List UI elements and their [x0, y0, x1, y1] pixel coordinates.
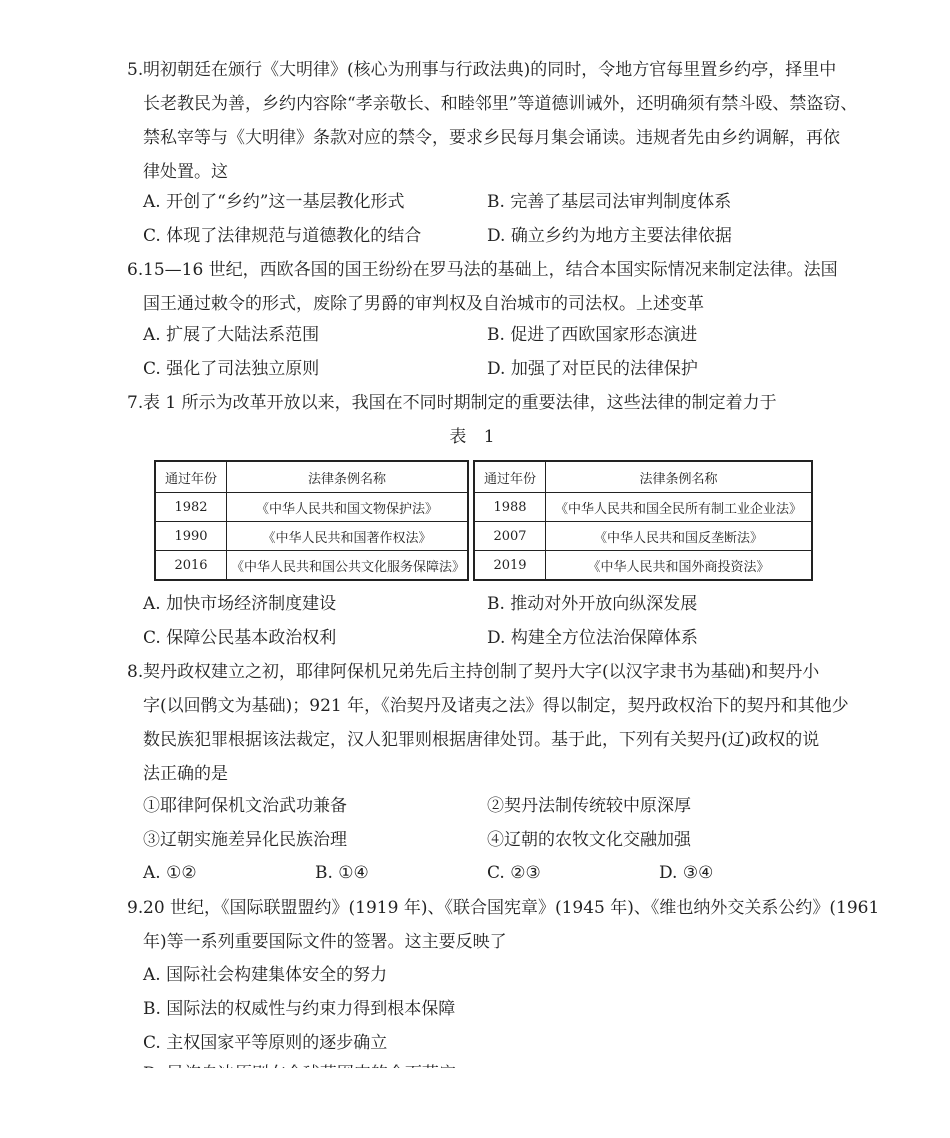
option-a: A. 扩展了大陆法系范围: [143, 325, 320, 345]
question-text-line: 律处置。这: [143, 162, 228, 182]
option-d: D. 加强了对臣民的法律保护: [487, 359, 698, 379]
option-a: A. 国际社会构建集体安全的努力: [143, 965, 388, 985]
column-header-year: 通过年份: [474, 461, 546, 493]
question-number: 7.: [127, 393, 144, 413]
option-d: D. 确立乡约为地方主要法律依据: [487, 226, 732, 246]
statement-3: ③辽朝实施差异化民族治理: [143, 830, 347, 850]
column-header-name: 法律条例名称: [546, 461, 813, 493]
question-text-line: 明初朝廷在颁行《大明律》(核心为刑事与行政法典)的同时，令地方官每里置乡约亭，择里中: [143, 60, 837, 80]
table-row: [155, 551, 468, 581]
option-c: C. ②③: [487, 863, 541, 883]
question-text-line: 法正确的是: [143, 764, 228, 784]
option-d: D. 构建全方位法治保障体系: [487, 628, 698, 648]
question-text-line: 长老教民为善，乡约内容除“孝亲敬长、和睦邻里”等道德训诫外，还明确须有禁斗殴、禁盗窃、: [143, 94, 858, 114]
question-text-line: 15—16 世纪，西欧各国的国王纷纷在罗马法的基础上，结合本国实际情况来制定法律。法国: [143, 260, 838, 280]
table-row: [474, 493, 812, 522]
statement-2: ②契丹法制传统较中原深厚: [487, 796, 691, 816]
option-c: C. 强化了司法独立原则: [143, 359, 320, 379]
question-number: 9.: [127, 898, 144, 918]
question-number: 6.: [127, 260, 144, 280]
table-cell-name: 《中华人民共和国反垄断法》: [546, 522, 813, 551]
option-a: A. 加快市场经济制度建设: [143, 594, 337, 614]
table-header-row: [155, 461, 468, 493]
option-c: C. 主权国家平等原则的逐步确立: [143, 1033, 388, 1053]
table-cell-year: 1990: [155, 522, 227, 551]
table-cell-year: 2019: [474, 551, 546, 581]
table-cell-year: 2016: [155, 551, 227, 581]
question-number: 8.: [127, 662, 144, 682]
question-number: 5.: [127, 60, 144, 80]
table-header-row: [474, 461, 812, 493]
question-text-line: 表 1 所示为改革开放以来，我国在不同时期制定的重要法律，这些法律的制定着力于: [143, 393, 777, 413]
question-text-line: 20 世纪，《国际联盟盟约》(1919 年)、《联合国宪章》(1945 年)、《维也纳外交关系公约》(1961: [143, 898, 880, 918]
question-text-line: 契丹政权建立之初，耶律阿保机兄弟先后主持创制了契丹大字(以汉字隶书为基础)和契丹小: [143, 662, 820, 682]
table-row: [155, 522, 468, 551]
statement-4: ④辽朝的农牧文化交融加强: [487, 830, 691, 850]
table-cell-name: 《中华人民共和国文物保护法》: [227, 493, 469, 522]
law-table-right: [473, 460, 813, 581]
column-header-name: 法律条例名称: [227, 461, 469, 493]
option-b: B. 国际法的权威性与约束力得到根本保障: [143, 999, 456, 1019]
option-b: B. 推动对外开放向纵深发展: [487, 594, 698, 614]
option-a: A. ①②: [143, 863, 197, 883]
option-c: C. 体现了法律规范与道德教化的结合: [143, 226, 422, 246]
page-cutoff: [0, 1068, 950, 1138]
option-d: D. ③④: [659, 863, 714, 883]
option-b: B. 完善了基层司法审判制度体系: [487, 192, 732, 212]
table-cell-name: 《中华人民共和国著作权法》: [227, 522, 469, 551]
table-row: [474, 551, 812, 581]
table-cell-year: 1988: [474, 493, 546, 522]
statement-1: ①耶律阿保机文治武功兼备: [143, 796, 347, 816]
question-text-line: 禁私宰等与《大明律》条款对应的禁令，要求乡民每月集会诵读。违规者先由乡约调解，再依: [143, 128, 840, 148]
question-text-line: 年)等一系列重要国际文件的签署。这主要反映了: [143, 932, 507, 952]
table-cell-year: 2007: [474, 522, 546, 551]
option-b: B. ①④: [315, 863, 369, 883]
table-cell-name: 《中华人民共和国外商投资法》: [546, 551, 813, 581]
table-cell-year: 1982: [155, 493, 227, 522]
question-text-line: 字(以回鹘文为基础)；921 年，《治契丹及诸夷之法》得以制定，契丹政权治下的契丹和其他少: [143, 696, 849, 716]
table-cell-name: 《中华人民共和国公共文化服务保障法》: [227, 551, 469, 581]
option-a: A. 开创了“乡约”这一基层教化形式: [143, 192, 405, 212]
question-text-line: 数民族犯罪根据该法裁定，汉人犯罪则根据唐律处罚。基于此，下列有关契丹(辽)政权的说: [143, 730, 820, 750]
table-row: [155, 493, 468, 522]
column-header-year: 通过年份: [155, 461, 227, 493]
law-table-left: [154, 460, 469, 581]
table-row: [474, 522, 812, 551]
option-b: B. 促进了西欧国家形态演进: [487, 325, 698, 345]
table-caption: 表 1: [449, 427, 501, 447]
option-c: C. 保障公民基本政治权利: [143, 628, 337, 648]
table-cell-name: 《中华人民共和国全民所有制工业企业法》: [546, 493, 813, 522]
question-text-line: 国王通过敕令的形式，废除了男爵的审判权及自治城市的司法权。上述变革: [143, 294, 704, 314]
